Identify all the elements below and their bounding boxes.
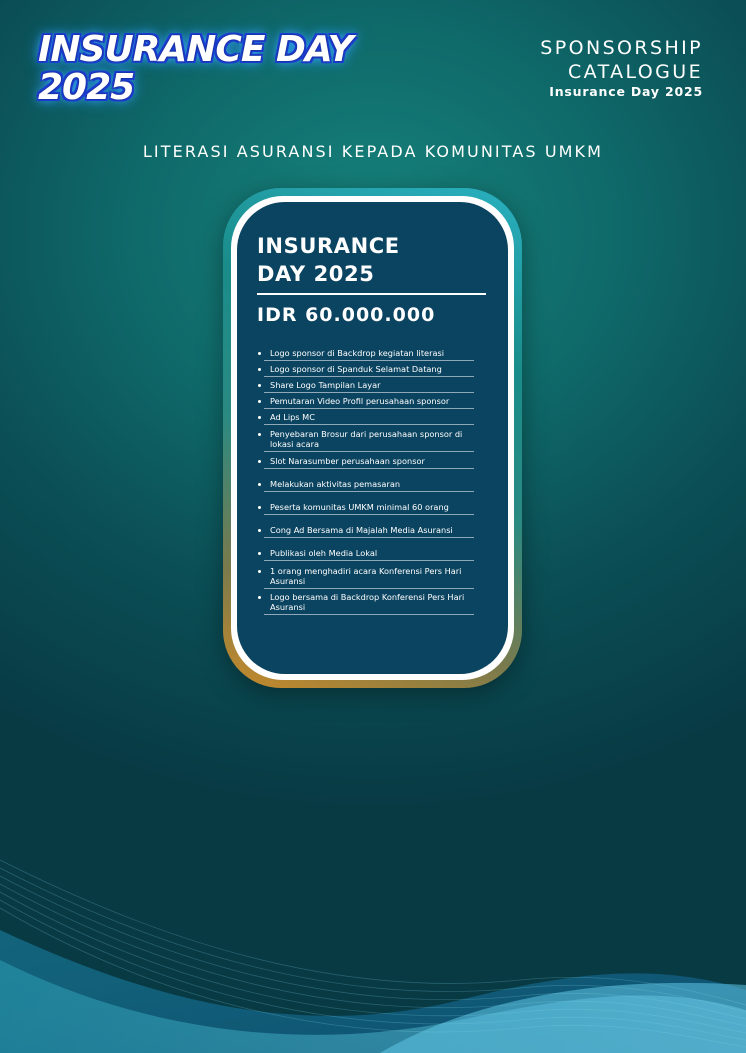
benefit-text: 1 orang menghadiri acara Konferensi Pers Hari Asuransi: [270, 566, 462, 586]
benefit-divider: [264, 360, 474, 361]
benefit-item: [258, 479, 474, 492]
benefit-item: [258, 456, 474, 469]
benefit-text: Peserta komunitas UMKM minimal 60 orang: [270, 502, 449, 512]
package-title-line-1: INSURANCE: [257, 234, 400, 258]
benefit-item: [258, 566, 474, 589]
benefit-item: [258, 502, 474, 515]
benefit-divider: [264, 537, 474, 538]
benefit-divider: [264, 424, 474, 425]
benefit-text: Publikasi oleh Media Lokal: [270, 548, 378, 558]
title-divider: [257, 293, 486, 295]
benefit-item: [258, 525, 474, 538]
tagline: LITERASI ASURANSI KEPADA KOMUNITAS UMKM: [142, 142, 604, 161]
benefit-divider: [264, 560, 474, 561]
benefit-text: Penyebaran Brosur dari perusahaan sponsor di lokasi acara: [270, 429, 463, 449]
benefit-item: [258, 429, 474, 452]
benefit-divider: [264, 468, 474, 469]
logo-text-line-2: 2025: [38, 67, 135, 108]
benefit-divider: [264, 392, 474, 393]
package-price: IDR 60.000.000: [257, 304, 436, 326]
benefit-item: [258, 380, 474, 393]
catalogue-title-line-2: CATALOGUE: [567, 61, 703, 83]
benefit-text: Ad Lips MC: [270, 412, 315, 422]
benefit-text: Logo sponsor di Spanduk Selamat Datang: [270, 364, 442, 374]
benefit-divider: [264, 376, 474, 377]
benefit-list: [258, 348, 474, 618]
benefit-text: Share Logo Tampilan Layar: [270, 380, 381, 390]
insurance-day-logo: [38, 29, 353, 110]
benefit-item: [258, 412, 474, 425]
benefit-item: [258, 348, 474, 361]
benefit-text: Melakukan aktivitas pemasaran: [270, 479, 401, 489]
benefit-text: Logo sponsor di Backdrop kegiatan literasi: [270, 348, 444, 358]
logo-text-line-1: INSURANCE DAY: [38, 29, 353, 70]
benefit-divider: [264, 588, 474, 589]
benefit-divider: [264, 514, 474, 515]
benefit-text: Cong Ad Bersama di Majalah Media Asuransi: [270, 525, 453, 535]
benefit-item: [258, 548, 474, 561]
benefit-divider: [264, 451, 474, 452]
benefit-item: [258, 396, 474, 409]
package-card: [237, 202, 508, 674]
catalogue-heading: [540, 36, 703, 100]
catalogue-title-line-1: SPONSORSHIP: [540, 37, 703, 59]
benefit-divider: [264, 491, 474, 492]
package-title: [257, 232, 400, 288]
benefit-item: [258, 364, 474, 377]
benefit-text: Logo bersama di Backdrop Konferensi Pers Hari Asuransi: [270, 592, 465, 612]
benefit-text: Pemutaran Video Profil perusahaan sponsor: [270, 396, 450, 406]
benefit-divider: [264, 408, 474, 409]
benefit-text: Slot Narasumber perusahaan sponsor: [270, 456, 425, 466]
benefit-item: [258, 592, 474, 615]
package-title-line-2: DAY 2025: [257, 262, 375, 286]
benefit-divider: [264, 614, 474, 615]
catalogue-subtitle: Insurance Day 2025: [549, 84, 703, 99]
